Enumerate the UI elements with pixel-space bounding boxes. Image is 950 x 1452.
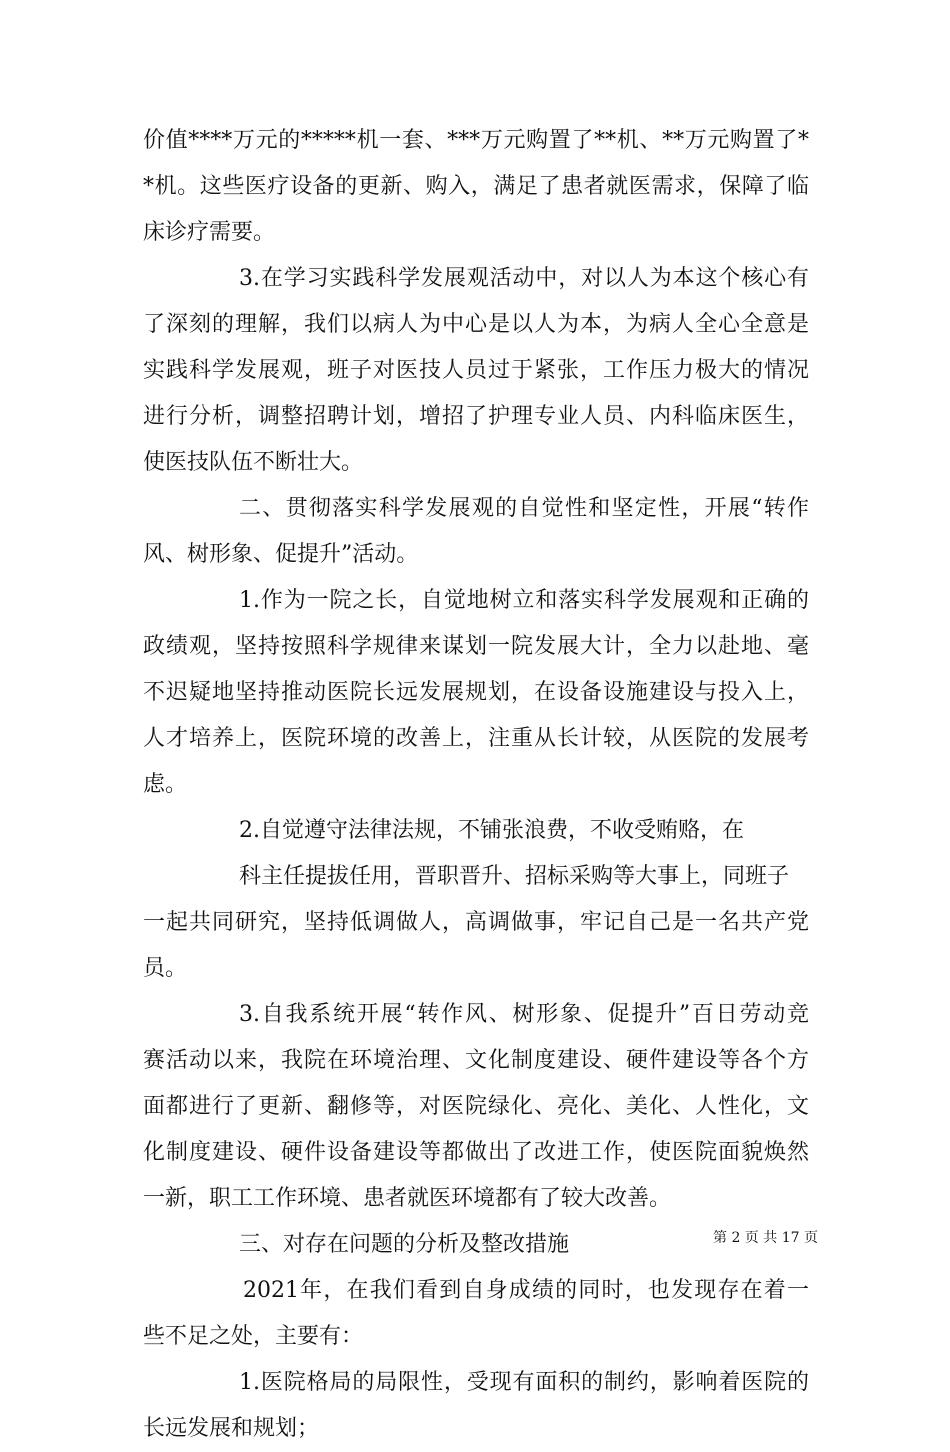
text-line: 实践科学发展观，班子对医技人员过于紧张，工作压力极大的情况 <box>143 358 809 383</box>
text-line: 价值****万元的*****机一套、***万元购置了**机、**万元购置了* <box>143 128 809 153</box>
text-line: 床诊疗需要。 <box>143 220 276 245</box>
text-line: 使医技队伍不断壮大。 <box>143 450 364 475</box>
text-line: 一新，职工工作环境、患者就医环境都有了较大改善。 <box>143 1186 672 1211</box>
text-line: 长远发展和规划； <box>143 1416 320 1441</box>
document-body <box>143 118 809 1452</box>
text-line: 1.作为一院之长，自觉地树立和落实科学发展观和正确的 <box>239 588 809 613</box>
text-line: 3.在学习实践科学发展观活动中，对以人为本这个核心有 <box>239 266 809 291</box>
text-line: 一起共同研究，坚持低调做人，高调做事，牢记自己是一名共产党 <box>143 910 809 935</box>
text-line: 虑。 <box>143 772 188 797</box>
text-line: 赛活动以来，我院在环境治理、文化制度建设、硬件建设等各个方 <box>143 1048 809 1073</box>
text-line: 员。 <box>143 956 188 981</box>
text-line: 政绩观，坚持按照科学规律来谋划一院发展大计，全力以赴地、毫 <box>143 634 809 659</box>
text-line: 面都进行了更新、翻修等，对医院绿化、亮化、美化、人性化，文 <box>143 1094 809 1119</box>
section-heading: 二、贯彻落实科学发展观的自觉性和坚定性，开展“转作 <box>239 496 809 521</box>
text-line: 风、树形象、促提升”活动。 <box>143 542 419 567</box>
text-line: 了深刻的理解，我们以病人为中心是以人为本，为病人全心全意是 <box>143 312 809 337</box>
text-line: 进行分析，调整招聘计划，增招了护理专业人员、内科临床医生， <box>143 404 809 429</box>
text-line: 人才培养上，医院环境的改善上，注重从长计较，从医院的发展考 <box>143 726 809 751</box>
text-line: *机。这些医疗设备的更新、购入，满足了患者就医需求，保障了临 <box>143 174 809 199</box>
text-line: 些不足之处，主要有： <box>143 1324 364 1349</box>
text-line: 3.自我系统开展“转作风、树形象、促提升”百日劳动竞 <box>239 1002 809 1027</box>
text-line: 2021年，在我们看到自身成绩的同时，也发现存在着一 <box>243 1278 809 1303</box>
text-line: 2.自觉遵守法律法规，不铺张浪费，不收受贿赂，在 <box>239 818 744 843</box>
text-line: 化制度建设、硬件设备建设等都做出了改进工作，使医院面貌焕然 <box>143 1140 809 1165</box>
page-number: 第 2 页 共 17 页 <box>713 1230 818 1246</box>
text-line: 不迟疑地坚持推动医院长远发展规划，在设备设施建设与投入上， <box>143 680 809 705</box>
section-heading: 三、对存在问题的分析及整改措施 <box>239 1232 570 1257</box>
text-line: 科主任提拔任用，晋职晋升、招标采购等大事上，同班子 <box>239 864 790 889</box>
text-line: 1.医院格局的局限性，受现有面积的制约，影响着医院的 <box>239 1370 809 1395</box>
